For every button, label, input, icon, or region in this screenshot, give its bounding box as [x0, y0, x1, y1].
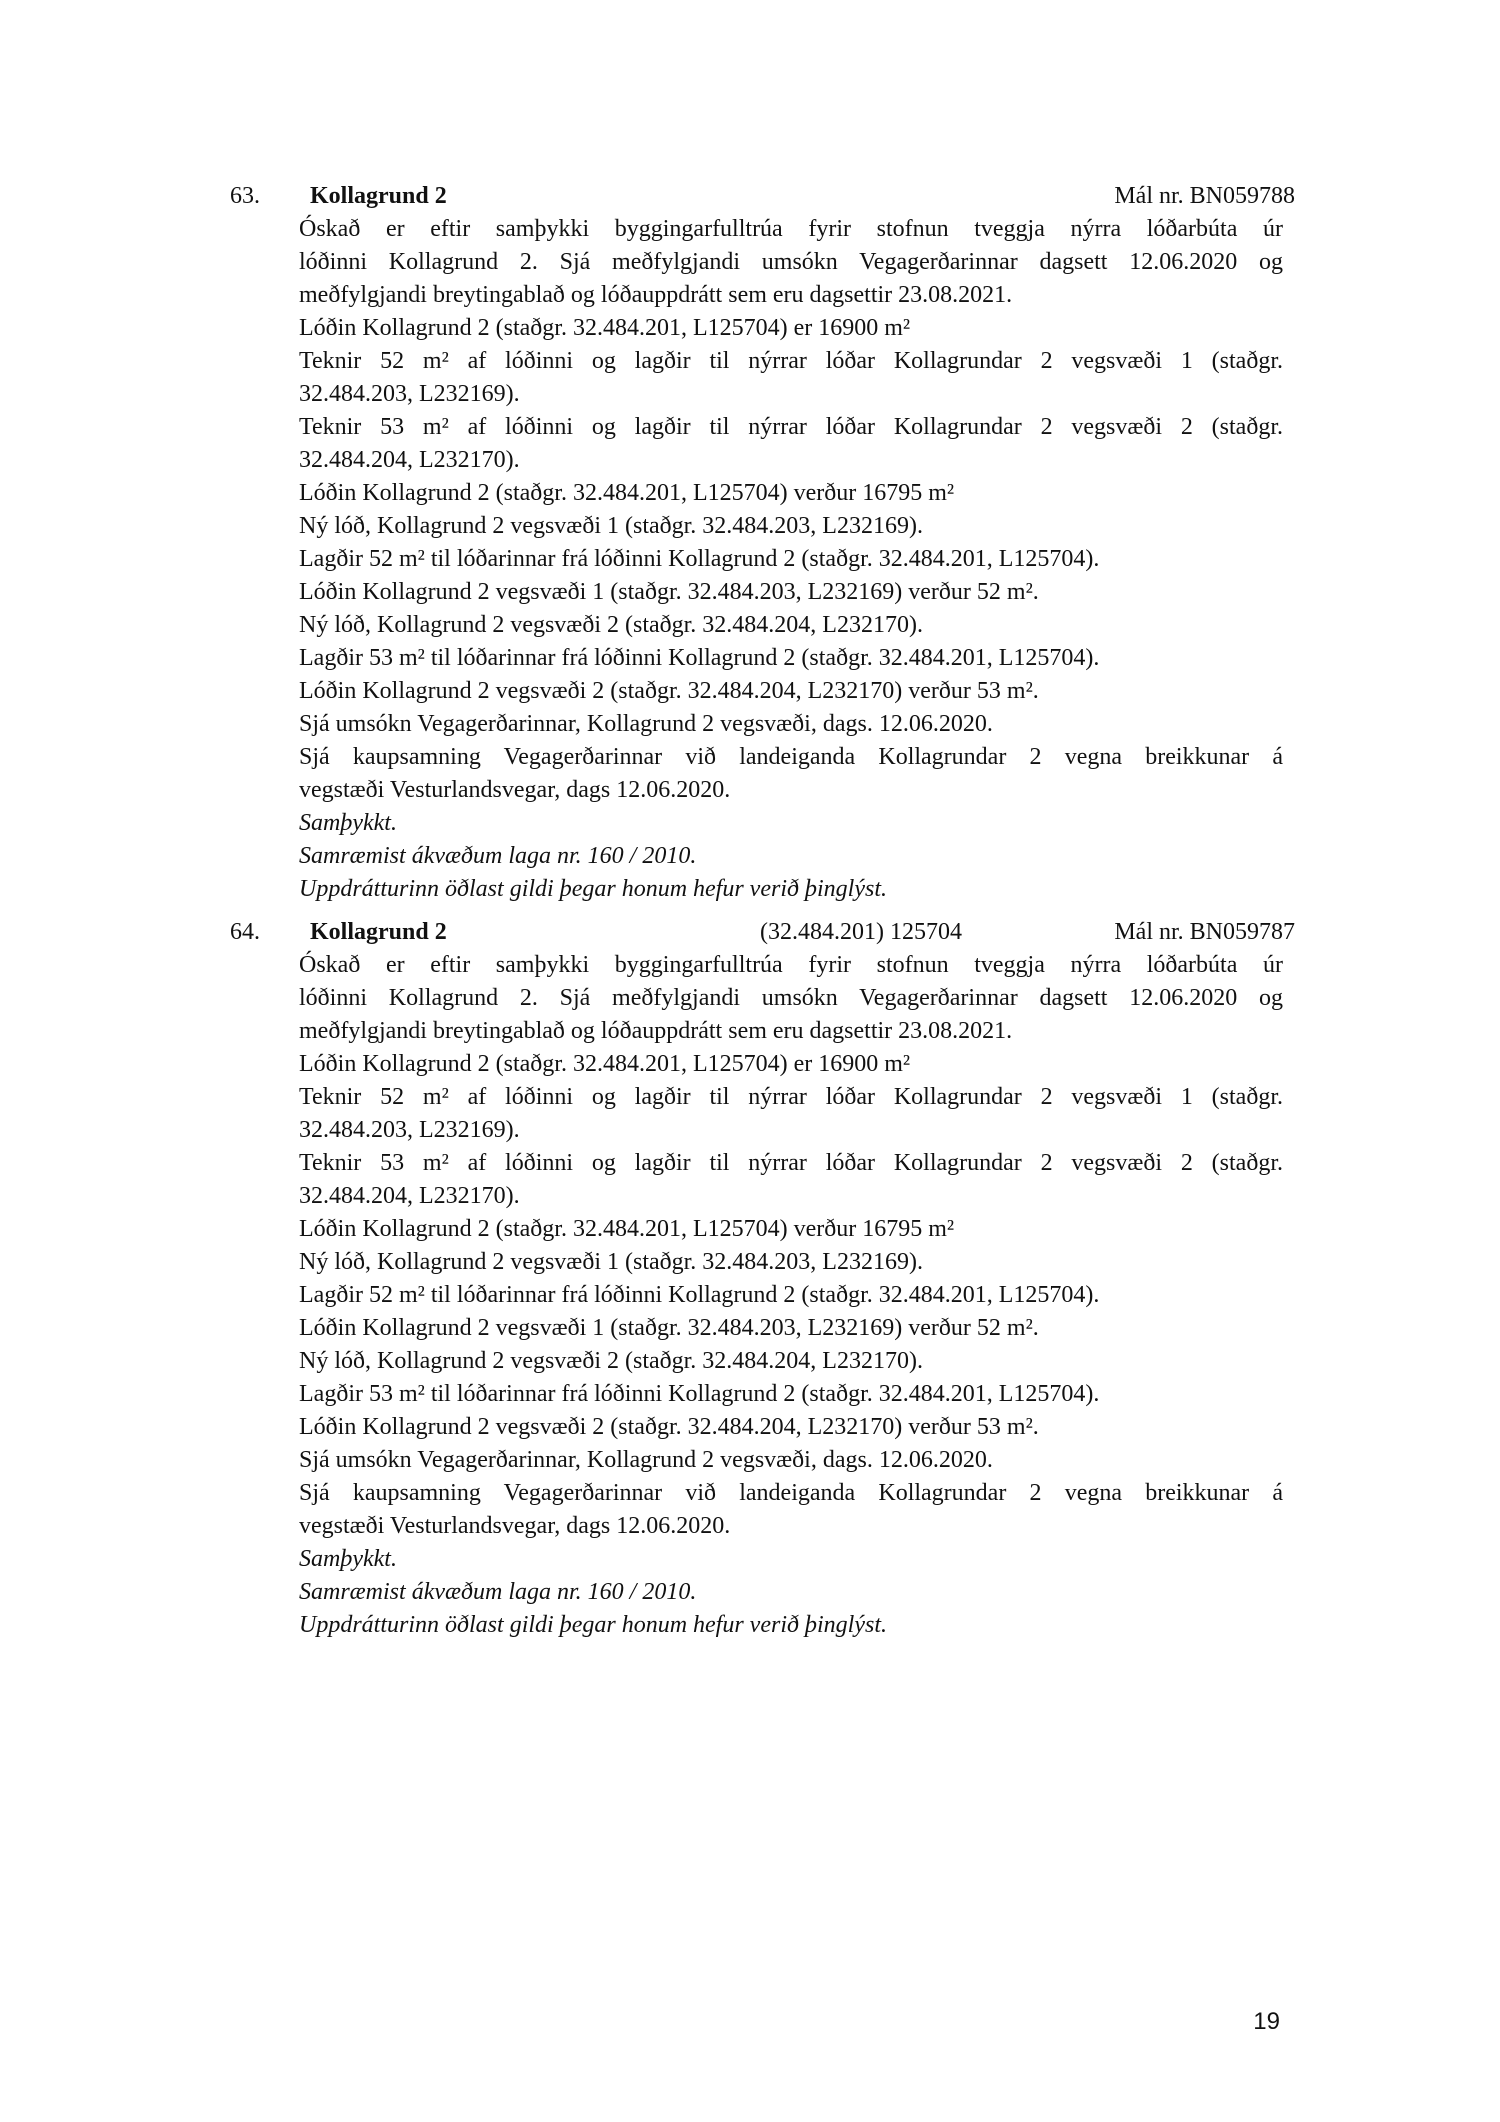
body-line: Óskað er eftir samþykki byggingarfulltrúa fyrir stofnun tveggja nýrra lóðarbúta úr: [299, 216, 1283, 242]
item-number: 63.: [230, 183, 260, 209]
decision-law-reference: Samræmist ákvæðum laga nr. 160 / 2010.: [299, 1579, 697, 1605]
decision-approved: Samþykkt.: [299, 810, 397, 836]
body-line: Teknir 53 m² af lóðinni og lagðir til nýrrar lóðar Kollagrundar 2 vegsvæði 2 (staðgr.: [299, 414, 1283, 440]
body-line: Óskað er eftir samþykki byggingarfulltrúa fyrir stofnun tveggja nýrra lóðarbúta úr: [299, 952, 1283, 978]
item-header: [230, 916, 1295, 949]
body-line: Ný lóð, Kollagrund 2 vegsvæði 1 (staðgr. 32.484.203, L232169).: [299, 1249, 923, 1275]
body-line: lóðinni Kollagrund 2. Sjá meðfylgjandi umsókn Vegagerðarinnar dagsett 12.06.2020 og: [299, 985, 1283, 1011]
body-line: Lóðin Kollagrund 2 (staðgr. 32.484.201, L125704) verður 16795 m²: [299, 480, 955, 506]
body-line: Ný lóð, Kollagrund 2 vegsvæði 2 (staðgr. 32.484.204, L232170).: [299, 1348, 923, 1374]
body-line: meðfylgjandi breytingablað og lóðauppdrátt sem eru dagsettir 23.08.2021.: [299, 1018, 1013, 1044]
body-line: 32.484.203, L232169).: [299, 1117, 520, 1143]
body-line: Lóðin Kollagrund 2 vegsvæði 2 (staðgr. 32.484.204, L232170) verður 53 m².: [299, 678, 1039, 704]
item-body: [299, 213, 1283, 906]
body-line: Teknir 52 m² af lóðinni og lagðir til nýrrar lóðar Kollagrundar 2 vegsvæði 1 (staðgr.: [299, 348, 1283, 374]
item-body: [299, 949, 1283, 1642]
body-line: Lagðir 53 m² til lóðarinnar frá lóðinni Kollagrund 2 (staðgr. 32.484.201, L125704).: [299, 1381, 1100, 1407]
body-line: Lóðin Kollagrund 2 vegsvæði 2 (staðgr. 32.484.204, L232170) verður 53 m².: [299, 1414, 1039, 1440]
case-number: Mál nr. BN059788: [1114, 183, 1295, 209]
body-line: meðfylgjandi breytingablað og lóðauppdrátt sem eru dagsettir 23.08.2021.: [299, 282, 1013, 308]
body-line: Sjá umsókn Vegagerðarinnar, Kollagrund 2 vegsvæði, dags. 12.06.2020.: [299, 711, 993, 737]
agenda-item-64: [230, 916, 1295, 1642]
decision-law-reference: Samræmist ákvæðum laga nr. 160 / 2010.: [299, 843, 697, 869]
body-line: Lagðir 52 m² til lóðarinnar frá lóðinni Kollagrund 2 (staðgr. 32.484.201, L125704).: [299, 1282, 1100, 1308]
body-line: Teknir 53 m² af lóðinni og lagðir til nýrrar lóðar Kollagrundar 2 vegsvæði 2 (staðgr.: [299, 1150, 1283, 1176]
item-number: 64.: [230, 919, 260, 945]
body-line: Ný lóð, Kollagrund 2 vegsvæði 2 (staðgr. 32.484.204, L232170).: [299, 612, 923, 638]
body-line: Lóðin Kollagrund 2 vegsvæði 1 (staðgr. 32.484.203, L232169) verður 52 m².: [299, 579, 1039, 605]
item-title: Kollagrund 2: [310, 183, 447, 209]
decision-registration-note: Uppdrátturinn öðlast gildi þegar honum hefur verið þinglýst.: [299, 876, 887, 902]
body-line: Sjá kaupsamning Vegagerðarinnar við landeiganda Kollagrundar 2 vegna breikkunar á: [299, 744, 1283, 770]
body-line: 32.484.204, L232170).: [299, 1183, 520, 1209]
body-line: Sjá umsókn Vegagerðarinnar, Kollagrund 2 vegsvæði, dags. 12.06.2020.: [299, 1447, 993, 1473]
decision-registration-note: Uppdrátturinn öðlast gildi þegar honum hefur verið þinglýst.: [299, 1612, 887, 1638]
property-reference: (32.484.201) 125704: [760, 919, 962, 945]
body-line: 32.484.203, L232169).: [299, 381, 520, 407]
body-line: vegstæði Vesturlandsvegar, dags 12.06.2020.: [299, 1513, 731, 1539]
body-line: Lóðin Kollagrund 2 vegsvæði 1 (staðgr. 32.484.203, L232169) verður 52 m².: [299, 1315, 1039, 1341]
body-line: Teknir 52 m² af lóðinni og lagðir til nýrrar lóðar Kollagrundar 2 vegsvæði 1 (staðgr.: [299, 1084, 1283, 1110]
decision-approved: Samþykkt.: [299, 1546, 397, 1572]
body-line: vegstæði Vesturlandsvegar, dags 12.06.2020.: [299, 777, 731, 803]
agenda-item-63: [230, 180, 1295, 906]
body-line: 32.484.204, L232170).: [299, 447, 520, 473]
body-line: Lóðin Kollagrund 2 (staðgr. 32.484.201, L125704) verður 16795 m²: [299, 1216, 955, 1242]
body-line: Sjá kaupsamning Vegagerðarinnar við landeiganda Kollagrundar 2 vegna breikkunar á: [299, 1480, 1283, 1506]
body-line: Lagðir 52 m² til lóðarinnar frá lóðinni Kollagrund 2 (staðgr. 32.484.201, L125704).: [299, 546, 1100, 572]
body-line: Ný lóð, Kollagrund 2 vegsvæði 1 (staðgr. 32.484.203, L232169).: [299, 513, 923, 539]
case-number: Mál nr. BN059787: [1114, 919, 1295, 945]
item-header: [230, 180, 1295, 213]
body-line: Lóðin Kollagrund 2 (staðgr. 32.484.201, L125704) er 16900 m²: [299, 1051, 911, 1077]
body-line: Lagðir 53 m² til lóðarinnar frá lóðinni Kollagrund 2 (staðgr. 32.484.201, L125704).: [299, 645, 1100, 671]
item-title: Kollagrund 2: [310, 919, 447, 945]
body-line: Lóðin Kollagrund 2 (staðgr. 32.484.201, L125704) er 16900 m²: [299, 315, 911, 341]
page-number: 19: [1253, 2008, 1280, 2035]
body-line: lóðinni Kollagrund 2. Sjá meðfylgjandi umsókn Vegagerðarinnar dagsett 12.06.2020 og: [299, 249, 1283, 275]
